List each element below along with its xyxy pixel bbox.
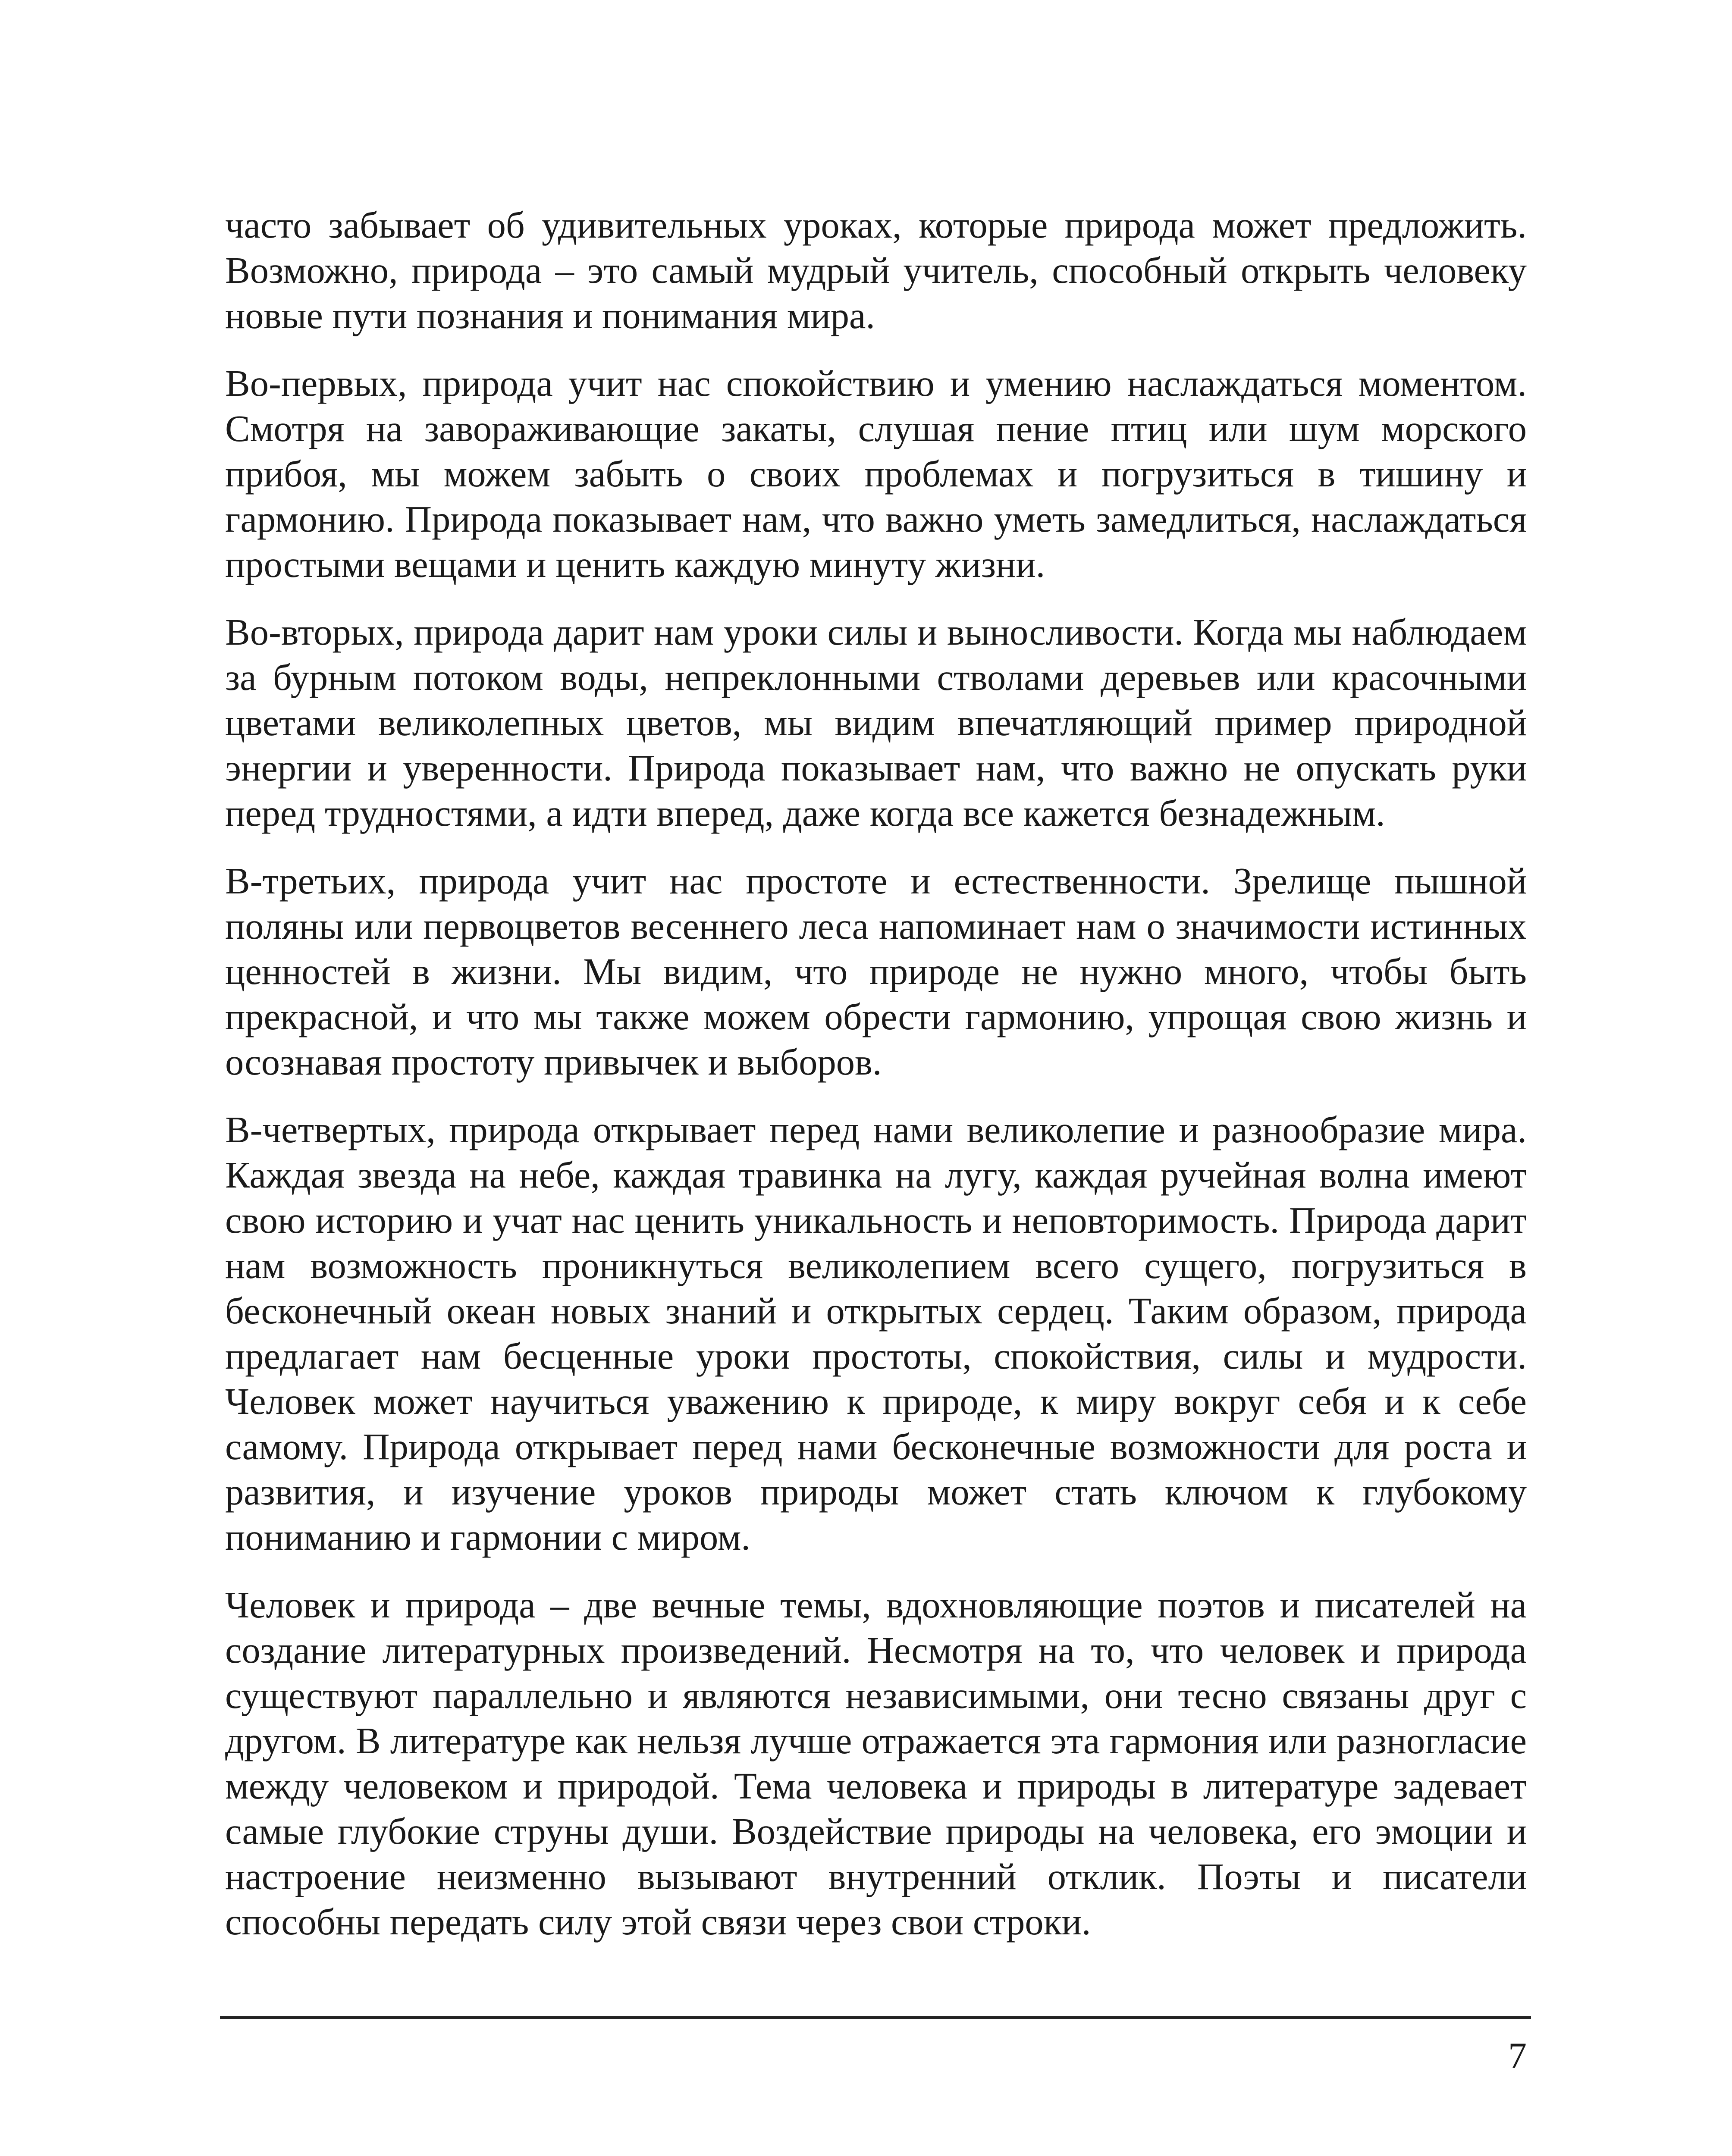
paragraph-man-and-nature: Человек и природа – две вечные темы, вдохновляющие поэтов и писателей на создание литературных произведений. Несмотря на то, что человек и природа существуют параллельно и являются независимыми, они тесно связаны друг с другом. В литературе как нельзя лучше отражается эта гармония или разногласие между человеком и природой. Тема человека и природы в литературе задевает самые глубокие струны души. Воздействие природы на человека, его эмоции и настроение неизменно вызывают внутренний отклик. Поэты и писатели способны передать силу этой связи через свои строки. [225,1584,1527,1943]
body-text [225,203,1527,1945]
paragraph-first-lesson: Во-первых, природа учит нас спокойствию и умению наслаждаться моментом. Смотря на завораживающие закаты, слушая пение птиц или шум морского прибоя, мы можем забыть о своих проблемах и погрузиться в тишину и гармонию. Природа показывает нам, что важно уметь замедлиться, наслаждаться простыми вещами и ценить каждую минуту жизни. [225,363,1527,585]
footer-divider [220,2016,1531,2019]
page-number: 7 [1508,2035,1527,2076]
paragraph-intro-continuation: часто забывает об удивительных уроках, которые природа может предложить. Возможно, природа – это самый мудрый учитель, способный открыть человеку новые пути познания и понимания мира. [225,204,1527,336]
paragraph-third-lesson: В-третьих, природа учит нас простоте и естественности. Зрелище пышной поляны или первоцветов весеннего леса напоминает нам о значимости истинных ценностей в жизни. Мы видим, что природе не нужно много, чтобы быть прекрасной, и что мы также можем обрести гармонию, упрощая свою жизнь и осознавая простоту привычек и выборов. [225,860,1527,1083]
paragraph-fourth-lesson: В-четвертых, природа открывает перед нами великолепие и разнообразие мира. Каждая звезда на небе, каждая травинка на лугу, каждая ручейная волна имеют свою историю и учат нас ценить уникальность и неповторимость. Природа дарит нам возможность проникнуться великолепием всего сущего, погрузиться в бесконечный океан новых знаний и открытых сердец. Таким образом, природа предлагает нам бесценные уроки простоты, спокойствия, силы и мудрости. Человек может научиться уважению к природе, к миру вокруг себя и к себе самому. Природа открывает перед нами бесконечные возможности для роста и развития, и изучение уроков природы может стать ключом к глубокому пониманию и гармонии с миром. [225,1109,1527,1558]
paragraph-second-lesson: Во-вторых, природа дарит нам уроки силы и выносливости. Когда мы наблюдаем за бурным потоком воды, непреклонными стволами деревьев или красочными цветами великолепных цветов, мы видим впечатляющий пример природной энергии и уверенности. Природа показывает нам, что важно не опускать руки перед трудностями, а идти вперед, даже когда все кажется безнадежным. [225,611,1527,834]
